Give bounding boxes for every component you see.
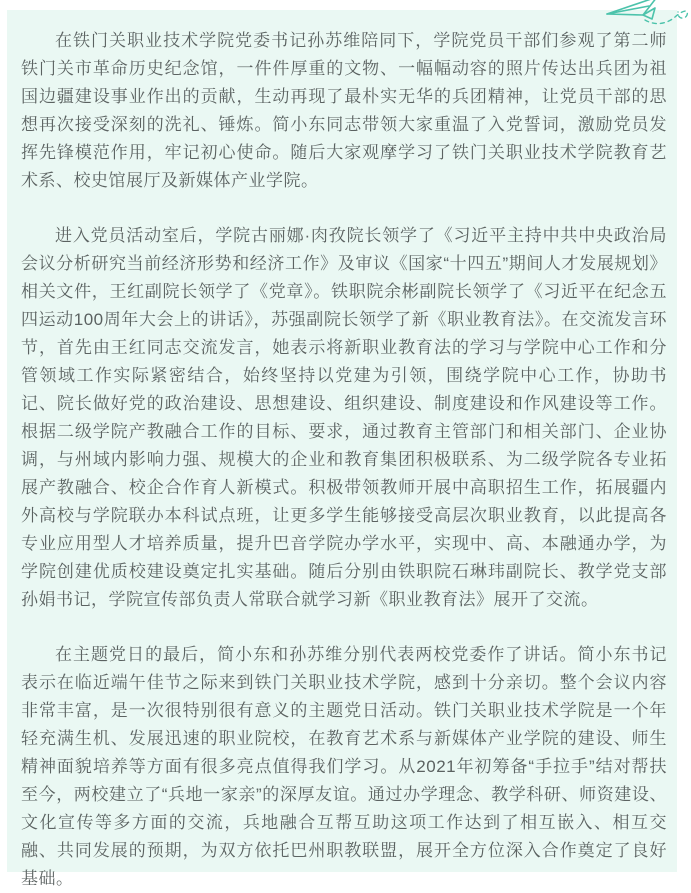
article-paragraph: 进入党员活动室后，学院古丽娜·肉孜院长领学了《习近平主持中共中央政治局会议分析研究当前经济形势和经济工作》及审议《国家“十四五”期间人才发展规划》相关文件，王红副院长领学了《党章》。铁职院余彬副院长领学了《习近平在纪念五四运动100周年大会上的讲话》，苏强副院长领学了新《职业教育法》。在交流发言环节，首先由王红同志交流发言，她表示将新职业教育法的学习与学院中心工作和分管领域工作实际紧密结合，始终坚持以党建为引领，围绕学院中心工作，协助书记、院长做好党的政治建设、思想建设、组织建设、制度建设和作风建设等工作。根据二级学院产教融合工作的目标、要求，通过教育主管部门和相关部门、企业协调，与州域内影响力强、规模大的企业和教育集团积极联系、为二级学院各专业拓展产教融合、校企合作育人新模式。积极带领教师开展中高职招生工作，拓展疆内外高校与学院联办本科试点班，让更多学生能够接受高层次职业教育，以此提高各专业应用型人才培养质量，提升巴音学院办学水平，实现中、高、本融通办学，为学院创建优质校建设奠定扎实基础。随后分别由铁职院石琳玮副院长、教学党支部孙娟书记，学院宣传部负责人常联合就学习新《职业教育法》展开了交流。 — [21, 226, 667, 609]
article-paragraph: 在铁门关职业技术学院党委书记孙苏维陪同下，学院党员干部们参观了第二师铁门关市革命历史纪念馆，一件件厚重的文物、一幅幅动容的照片传达出兵团为祖国边疆建设事业作出的贡献，生动再现了最朴实无华的兵团精神，让党员干部的思想再次接受深刻的洗礼、锤炼。简小东同志带领大家重温了入党誓词，激励党员发挥先锋模范作用，牢记初心使命。随后大家观摩学习了铁门关职业技术学院教育艺术系、校史馆展厅及新媒体产业学院。 — [21, 31, 667, 190]
article-panel — [7, 10, 677, 888]
article-paragraph: 在主题党日的最后，简小东和孙苏维分别代表两校党委作了讲话。简小东书记表示在临近端午佳节之际来到铁门关职业技术学院，感到十分亲切。整个会议内容非常丰富，是一次很特别很有意义的主题党日活动。铁门关职业技术学院是一个年轻充满生机、发展迅速的职业院校，在教育艺术系与新媒体产业学院的建设、师生精神面貌培养等方面有很多亮点值得我们学习。从2021年初筹备“手拉手”结对帮扶至今，两校建立了“兵地一家亲”的深厚友谊。通过办学理念、教学科研、师资建设、文化宣传等多方面的交流，兵地融合互帮互助这项工作达到了相互嵌入、相互交融、共同发展的预期，为双方依托巴州职教联盟，展开全方位深入合作奠定了良好基础。 — [21, 645, 667, 888]
article-body — [21, 27, 667, 893]
